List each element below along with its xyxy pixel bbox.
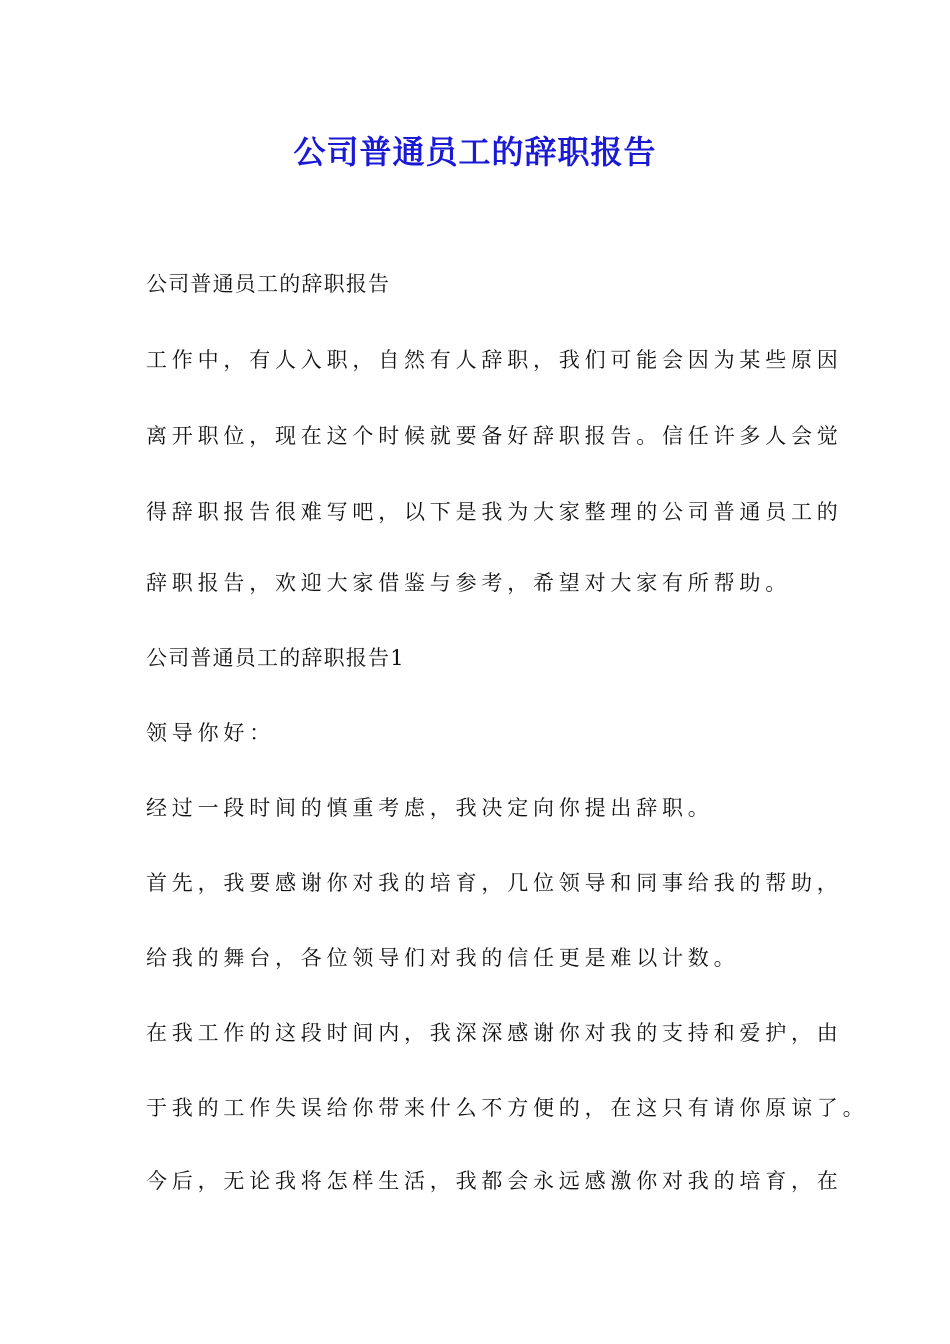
paragraph-line: 在我工作的这段时间内，我深深感谢你对我的支持和爱护，由 — [146, 1021, 843, 1045]
paragraph-line: 经过一段时间的慎重考虑，我决定向你提出辞职。 — [146, 796, 714, 820]
subtitle-line: 公司普通员工的辞职报告 — [146, 272, 391, 296]
document-title: 公司普通员工的辞职报告 — [293, 133, 657, 171]
paragraph-line: 今后，无论我将怎样生活，我都会永远感激你对我的培育，在 — [146, 1169, 843, 1193]
salutation-line: 领导你好： — [146, 721, 275, 745]
paragraph-line: 辞职报告，欢迎大家借鉴与参考，希望对大家有所帮助。 — [146, 571, 791, 595]
paragraph-line: 给我的舞台，各位领导们对我的信任更是难以计数。 — [146, 946, 740, 970]
paragraph-line: 得辞职报告很难写吧，以下是我为大家整理的公司普通员工的 — [146, 500, 843, 524]
section-heading: 公司普通员工的辞职报告1 — [146, 646, 405, 670]
paragraph-line: 首先，我要感谢你对我的培育，几位领导和同事给我的帮助， — [146, 871, 843, 895]
paragraph-line: 工作中，有人入职，自然有人辞职，我们可能会因为某些原因 — [146, 348, 843, 372]
paragraph-line: 于我的工作失误给你带来什么不方便的，在这只有请你原谅了。 — [146, 1096, 869, 1120]
paragraph-line: 离开职位，现在这个时候就要备好辞职报告。信任许多人会觉 — [146, 424, 843, 448]
